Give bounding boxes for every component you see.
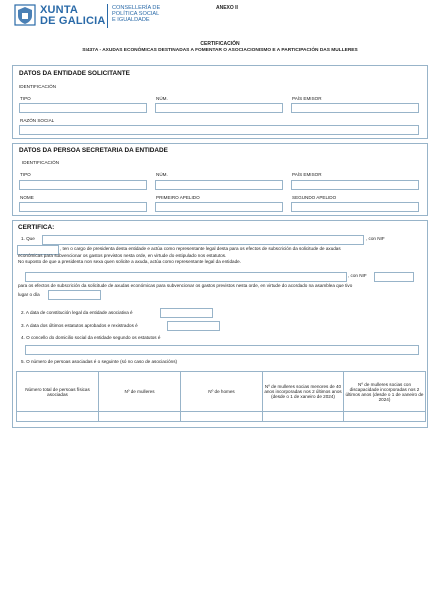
header-total-members: Número total de persoas físicas asociadas <box>17 372 99 412</box>
business-name-label: RAZÓN SOCIAL <box>20 118 55 123</box>
entity-identification-label: IDENTIFICACIÓN <box>19 84 57 89</box>
members-table-header-row <box>17 372 426 412</box>
item-1-nif-label-2: , con NIF <box>348 273 367 278</box>
department-line-3: E IGUALDADE <box>112 17 150 24</box>
logo-divider <box>107 4 108 28</box>
secretary-surname2-label: SEGUNDO APELIDO <box>292 195 337 200</box>
women-input[interactable] <box>99 412 181 422</box>
secretary-section-title: DATOS DA PERSOA SECRETARIA DA ENTIDADE <box>19 147 168 154</box>
business-name-field[interactable] <box>19 125 419 135</box>
entity-section-title: DATOS DA ENTIDADE SOLICITANTE <box>19 70 130 77</box>
constitution-date-field[interactable] <box>160 308 213 318</box>
secretary-surname1-field[interactable] <box>155 202 283 212</box>
department-name <box>112 5 160 24</box>
secretary-country-label: PAÍS EMISOR <box>292 172 322 177</box>
item-2-text: 2. A data de constitución legal da entidade asociativa é <box>21 310 133 315</box>
item-1-line-7: lugar o día <box>18 292 40 297</box>
entity-section <box>12 65 428 139</box>
header-disabled-women: Nº de mulleres socias con discapacidade incorporadas nos 2 últimos anos (desde o 1 de xaneiro de 2024) <box>344 372 426 412</box>
representative-name-field[interactable] <box>25 272 347 282</box>
disabled-women-input[interactable] <box>344 412 426 422</box>
secretary-surname2-field[interactable] <box>291 202 419 212</box>
secretary-name-field[interactable] <box>19 202 147 212</box>
entity-type-field[interactable] <box>19 103 147 113</box>
logo-line-2: DE GALICIA <box>40 15 106 27</box>
statutes-date-field[interactable] <box>167 321 220 331</box>
entity-type-label: TIPO <box>20 96 31 101</box>
certify-section-title: CERTIFICA: <box>18 224 55 231</box>
assembly-date-field[interactable] <box>48 290 101 300</box>
document-title: CERTIFICACIÓN <box>200 41 240 47</box>
young-women-input[interactable] <box>263 412 344 422</box>
certify-section <box>12 220 428 428</box>
procedure-title: SI437A - AXUDAS ECONÓMICAS DESTINADAS A FOMENTAR O ASOCIACIONISMO E A PARTICIPACIÓN DAS MULLERES <box>82 48 358 53</box>
secretary-type-field[interactable] <box>19 180 147 190</box>
header-women: Nº de mulleres <box>99 372 181 412</box>
item-1-nif-label: , con NIF <box>366 236 385 241</box>
item-4-text: 4. O concello do domicilio social da entidade segundo os estatutos é <box>21 335 161 340</box>
annex-label: ANEXO II <box>216 5 238 11</box>
members-table <box>16 371 426 422</box>
item-1-line-4: No suposto de que a presidenta non sexa quen solicite a axuda, actúa como representante legal da entidade. <box>18 259 241 264</box>
logo-line-1: XUNTA <box>40 4 79 16</box>
secretary-section <box>12 143 428 216</box>
entity-country-field[interactable] <box>291 103 419 113</box>
secretary-identification-label: IDENTIFICACIÓN <box>22 160 60 165</box>
item-5-text: 5. O número de persoas asociadas é o seguinte (só no caso de asociacións) <box>21 359 178 364</box>
entity-number-field[interactable] <box>155 103 283 113</box>
item-3-text: 3. A data dos últimos estatutos aprobados e rexistrados é <box>21 323 138 328</box>
secretary-number-field[interactable] <box>155 180 283 190</box>
total-members-input[interactable] <box>17 412 99 422</box>
secretary-surname1-label: PRIMEIRO APELIDO <box>156 195 200 200</box>
xunta-logo <box>14 4 204 30</box>
department-line-2: POLÍTICA SOCIAL <box>112 11 160 18</box>
men-input[interactable] <box>181 412 263 422</box>
representative-nif-field[interactable] <box>374 272 414 282</box>
members-table-value-row <box>17 412 426 422</box>
department-line-1: CONSELLERÍA DE <box>112 5 161 11</box>
secretary-country-field[interactable] <box>291 180 419 190</box>
item-1-line-6: para os efectos de subscrición da solicitude de axudas económicas para subvencionar os gastos previstos nesta orde, en virtude do acordado na asamblea que tivo <box>18 283 353 288</box>
logo-text <box>40 5 106 27</box>
secretary-number-label: NÚM. <box>156 172 168 177</box>
municipality-field[interactable] <box>25 345 419 355</box>
president-name-field[interactable] <box>42 235 364 245</box>
item-1-line-2: , ten o cargo de presidenta desta entidade e actúa como representante legal desta para os efectos de subscrición da solicitude de axudas <box>60 246 341 251</box>
header-men: Nº de homes <box>181 372 263 412</box>
header-young-women: Nº de mulleres socias menores de 40 anos incorporadas nos 2 últimos anos (desde o 1 de xaneiro de 2024) <box>263 372 344 412</box>
galicia-emblem-icon <box>14 4 36 26</box>
secretary-type-label: TIPO <box>20 172 31 177</box>
item-1-prefix: 1. Que <box>21 236 35 241</box>
item-1-line-3: económicas para subvencionar os gastos previstos nesta orde, en virtude do estipulado nos estatutos. <box>18 252 227 258</box>
entity-country-label: PAÍS EMISOR <box>292 96 322 101</box>
entity-number-label: NÚM. <box>156 96 168 101</box>
secretary-name-label: NOME <box>20 195 34 200</box>
